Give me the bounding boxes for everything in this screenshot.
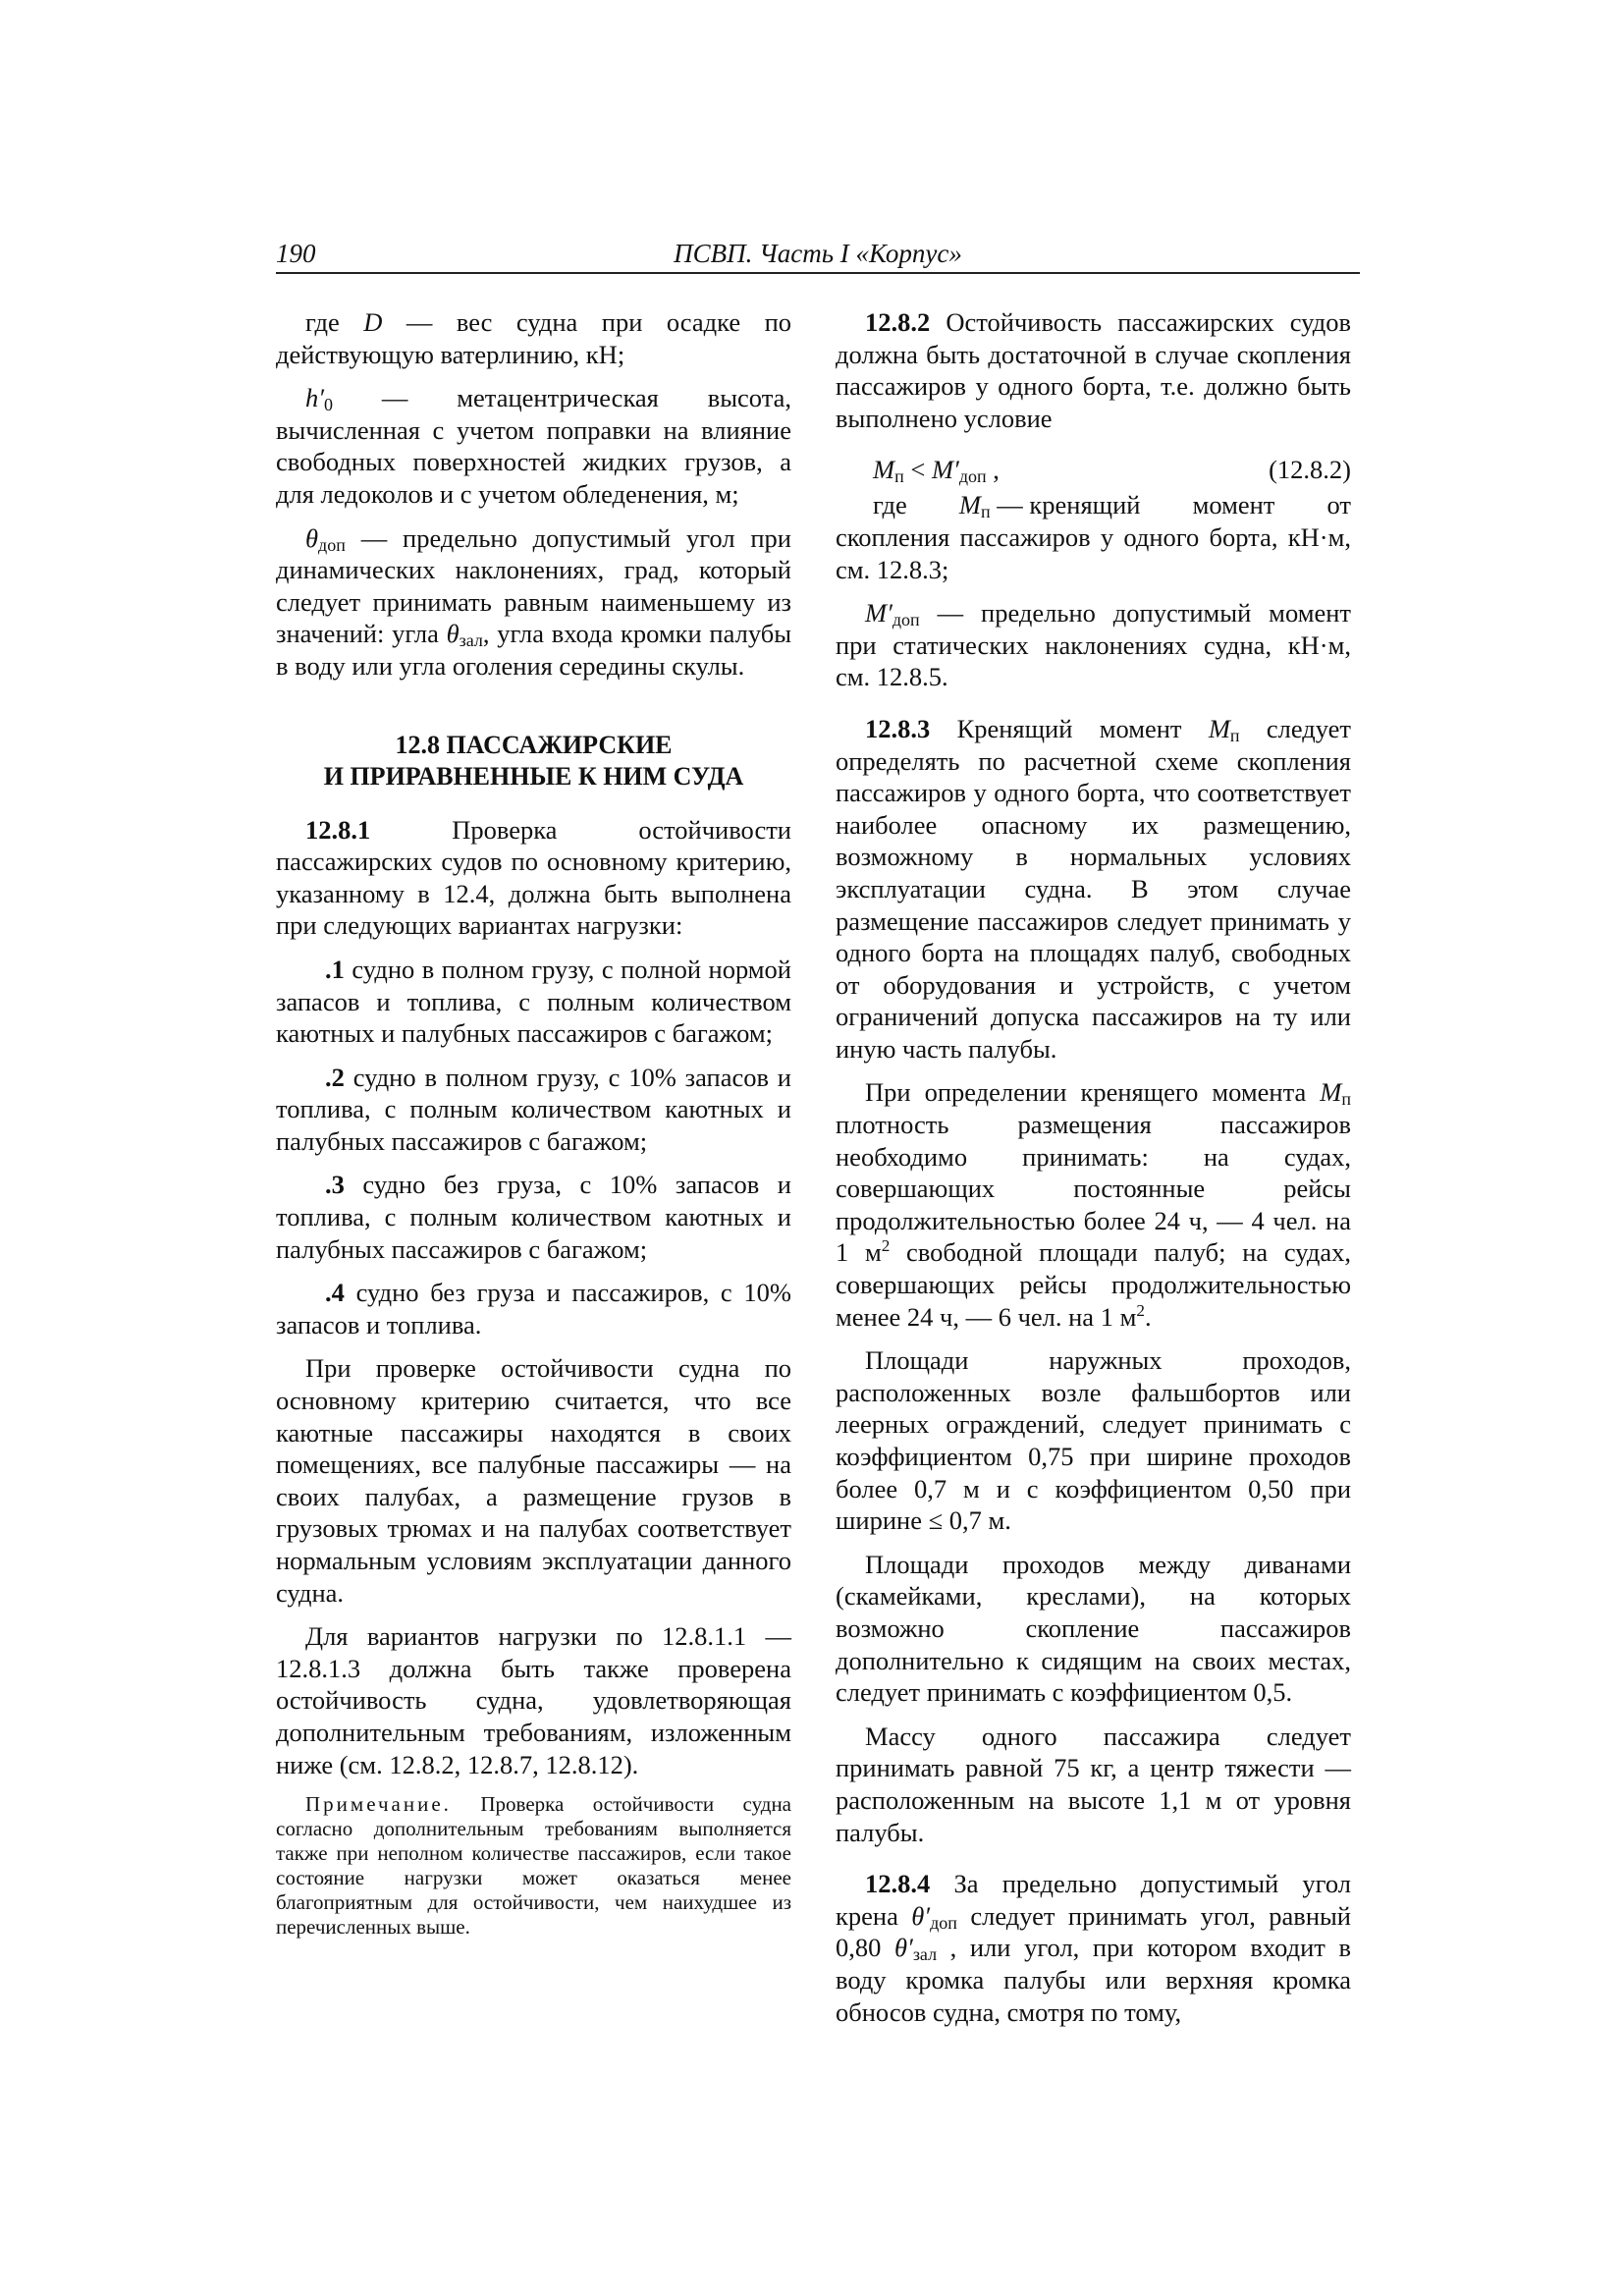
- paragraph-sofa-passages: Площади проходов между диванами (скамейками, креслами), на которых возможно скопление пассажиров дополнительно к сидящим на своих местах, следует принимать с коэффициентом 0,5.: [836, 1549, 1351, 1708]
- definition-h0: $h'_0$ — метацентрическая высота, вычисленная с учетом поправки на влияние свободных поверхностей жидких грузов, а для ледоколов и с учетом обледенения, м;: [276, 383, 791, 509]
- paragraph-outer-passages: Площади наружных проходов, расположенных возле фальшбортов или леерных ограждений, следует принимать с коэффициентом 0,75 при ширине проходов более 0,7 м и с коэффициентом 0,50 при ширине ≤ 0,7 м.: [836, 1345, 1351, 1536]
- running-header: [276, 239, 1360, 274]
- list-item-4: .4 судно без груза и пассажиров, с 10% запасов и топлива.: [276, 1278, 791, 1339]
- list-item-2: .2 судно в полном грузу, с 10% запасов и топлива, с полным количеством каютных и палубных пассажиров с багажом;: [276, 1062, 791, 1156]
- formula-12-8-2: [836, 454, 1351, 487]
- right-column: [836, 306, 1351, 2040]
- paragraph-12-8-2: 12.8.2 Остойчивость пассажирских судов должна быть достаточной в случае скопления пассажиров у одного борта, т.е. должно быть выполнено условие: [836, 307, 1351, 433]
- paragraph-passenger-mass: Массу одного пассажира следует принимать равной 75 кг, а центр тяжести — расположенным на высоте 1,1 м от уровня палубы.: [836, 1721, 1351, 1847]
- running-title: ПСВП. Часть I «Корпус»: [674, 239, 962, 268]
- definition-theta-dop: $\theta_{доп}$ — предельно допустимый угол при динамических наклонениях, град, который следует принимать равным наименьшему из значений: угла $\theta_{зал}$, угла входа кромки палубы в воду или угла оголения середины скулы.: [276, 522, 792, 681]
- note-label: Примечание.: [305, 1792, 452, 1817]
- paragraph-check-conditions: При проверке остойчивости судна по основному критерию считается, что все каютные пассажиры находятся в своих помещениях, все палубные пассажиры — на своих палубах, а размещение грузов в грузовых трюмах и на палубах соответствует нормальным условиям эксплуатации данного судна.: [276, 1353, 791, 1608]
- definition-Mdop: $M'_{доп}$ — предельно допустимый момент при статических наклонениях судна, кН·м, см. 12.8.5.: [836, 598, 1351, 692]
- section-heading-12-8: 12.8 ПАССАЖИРСКИЕ И ПРИРАВНЕННЫЕ К НИМ СУДА: [323, 730, 744, 791]
- paragraph-load-variants: Для вариантов нагрузки по 12.8.1.1 — 12.8.1.3 должна быть также проверена остойчивость судна, удовлетворяющая дополнительным требованиям, изложенным ниже (см. 12.8.2, 12.8.7, 12.8.12).: [276, 1621, 791, 1779]
- formula-expression: $M_п < M'_{доп}$ ,: [873, 455, 1000, 487]
- paragraph-12-8-3: 12.8.3 Кренящий момент $M_п$ следует определять по расчетной схеме скопления пассажиров у одного борта, что соответствует наиболее опасному их размещению, возможному в нормальных условиях эксплуатации судна. В этом случае размещение пассажиров следует принимать у одного борта на площадях палуб, свободных от оборудования и устройств, с учетом ограничений допуска пассажиров на ту или иную часть палубы.: [836, 713, 1351, 1064]
- paragraph-passenger-density: При определении кренящего момента $M_п$ плотность размещения пассажиров необходимо принимать: на судах, совершающих постоянные рейсы продолжительностью более 24 ч, — 4 чел. на 1 $м^2$ свободной площади палуб; на судах, совершающих рейсы продолжительностью менее 24 ч, — 6 чел. на 1 $м^2$.: [836, 1077, 1351, 1332]
- list-item-3: .3 судно без груза, с 10% запасов и топлива, с полным количеством каютных и палубных пассажиров с багажом;: [276, 1170, 791, 1264]
- page-number: 190: [276, 239, 316, 268]
- note: Примечание. Проверка остойчивости судна согласно дополнительным требованиям выполняется также при неполном количестве пассажиров, если такое состояние нагрузки может оказаться менее благоприятным для остойчивости, чем наихудшее из перечисленных выше.: [276, 1792, 791, 1940]
- left-column: [276, 306, 791, 1940]
- definition-Mp: где $M_п$ — кренящий момент от скопления пассажиров у одного борта, кН·м, см. 12.8.3;: [836, 490, 1351, 584]
- list-item-1: .1 судно в полном грузу, с полной нормой запасов и топлива, с полным количеством каютных и палубных пассажиров с багажом;: [276, 954, 791, 1049]
- paragraph-12-8-4: 12.8.4 За предельно допустимый угол крена $\theta'_{доп}$ следует принимать угол, равный 0,80 $\theta'_{зал}$ , или угол, при котором входит в воду кромка палубы или верхняя кромка обносов судна, смотря по тому,: [836, 1869, 1351, 2027]
- paragraph-12-8-1: 12.8.1 Проверка остойчивости пассажирских судов по основному критерию, указанному в 12.4, должна быть выполнена при следующих вариантах нагрузки:: [276, 814, 791, 941]
- definition-D: где D — вес судна при осадке по действующую ватерлинию, кН;: [276, 307, 791, 369]
- formula-number: (12.8.2): [1269, 455, 1351, 485]
